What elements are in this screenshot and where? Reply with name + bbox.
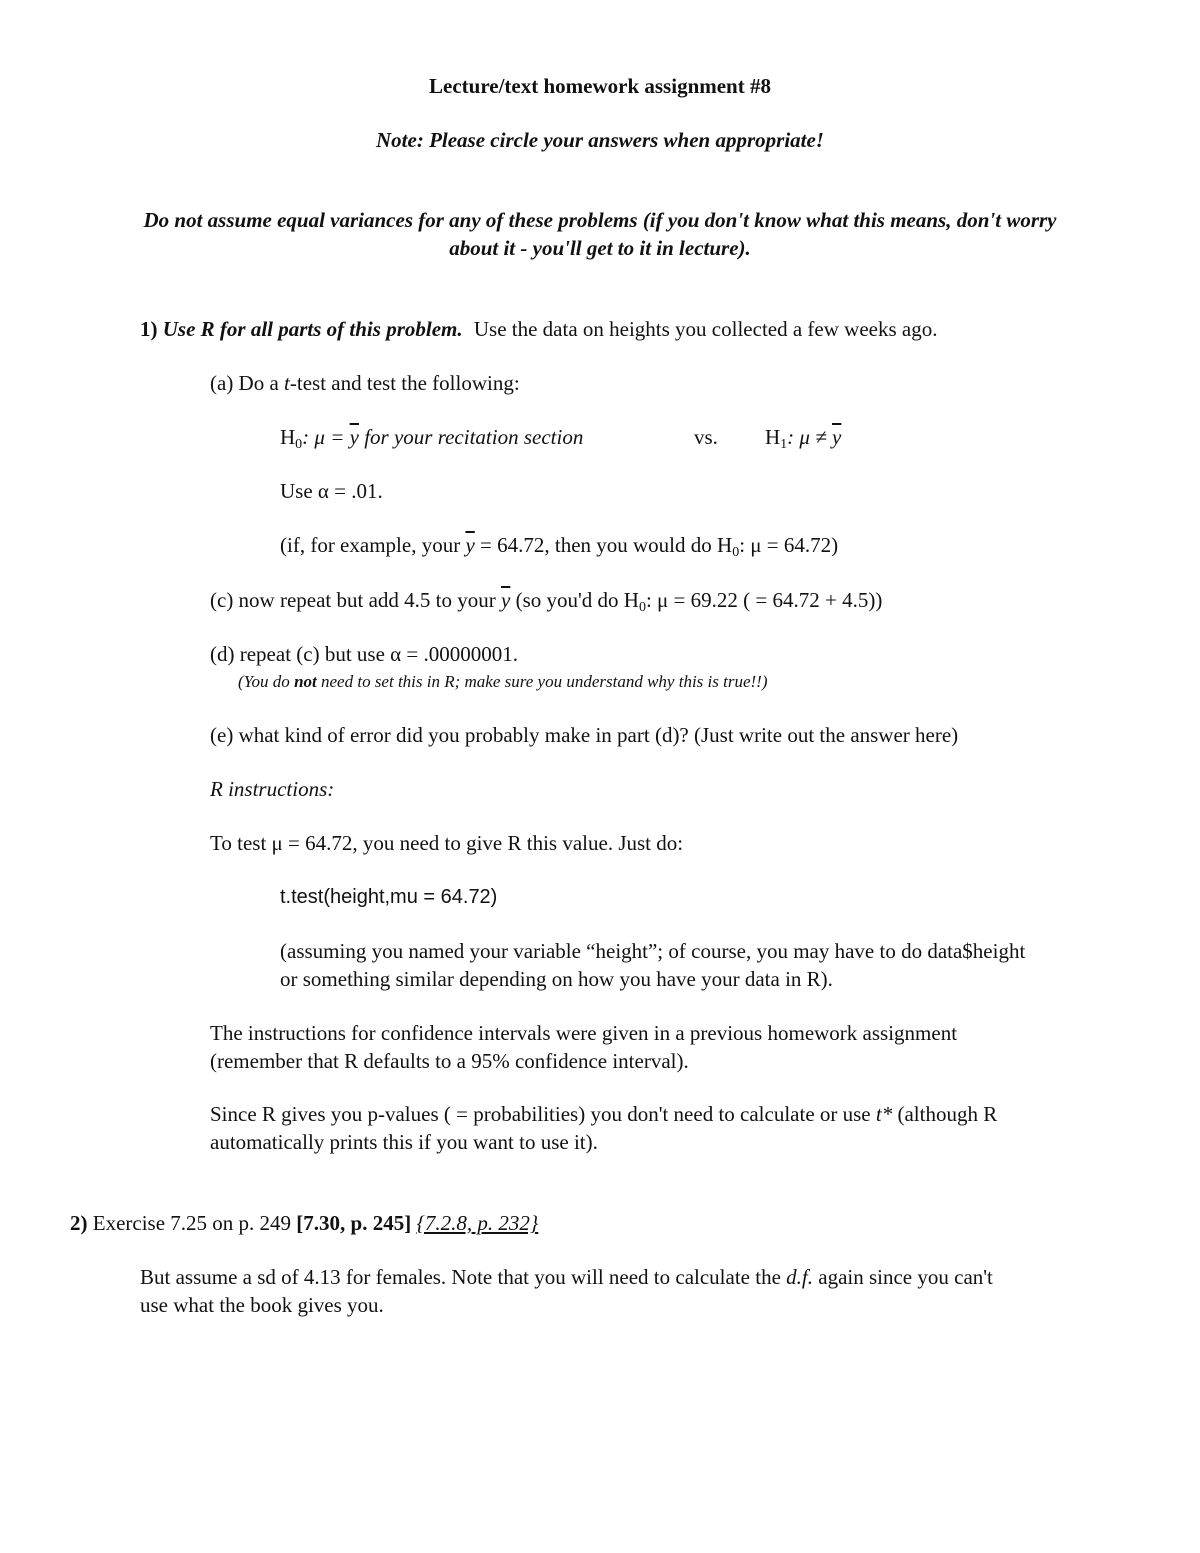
variance-note-line1: Do not assume equal variances for any of these problems (if you don't know what this means, don't worry <box>143 208 1057 232</box>
part-c-mid: (so you'd do H <box>510 588 639 612</box>
problem1-lead: Use R for all parts of this problem. <box>162 317 463 341</box>
part-c-pre: (c) now repeat but add 4.5 to your <box>210 588 501 612</box>
assuming-line1: (assuming you named your variable “height”; of course, you may have to do data$height <box>280 939 1026 963</box>
circle-answers-note: Note: Please circle your answers when appropriate! <box>376 128 824 152</box>
example-pre: (if, for example, your <box>280 533 466 557</box>
part-d-note-pre: (You do <box>238 672 295 691</box>
problem2-brace-ref: {7.2.8, p. 232} <box>416 1211 539 1235</box>
part-a-rest: -test and test the following: <box>289 371 520 395</box>
ybar-symbol: $\overline{y}$ <box>831 425 842 449</box>
problem1-rest: Use the data on heights you collected a few weeks ago. <box>473 317 938 341</box>
pvalues-pre: Since R gives you p-values ( = probabilities) you don't need to calculate or use <box>210 1102 876 1126</box>
part-d-note-post: need to set this in R; make sure you understand why this is true!!) <box>316 672 768 691</box>
ci-line1: The instructions for confidence intervals were given in a previous homework assignment <box>210 1021 958 1045</box>
part-a-t: t <box>284 371 290 395</box>
assuming-line2: or something similar depending on how you have your data in R). <box>280 967 833 991</box>
h1-subscript: 1 <box>780 437 788 452</box>
variance-note-line2: about it - you'll get to it in lecture). <box>449 236 751 260</box>
problem2-line1-pre: But assume a sd of 4.13 for females. Note that you will need to calculate the <box>140 1265 787 1289</box>
part-c-post: : μ = 69.22 ( = 64.72 + 4.5)) <box>645 588 883 612</box>
t-star: t* <box>875 1102 893 1126</box>
h0-subscript: 0 <box>295 437 303 452</box>
h1-symbol: H <box>765 425 781 449</box>
ybar-symbol: $\overline{y}$ <box>349 425 359 449</box>
null-hypothesis <box>280 424 583 458</box>
example-line <box>280 532 838 566</box>
h0-tail: for your recitation section <box>358 425 584 449</box>
r-code: t.test(height,mu = 64.72) <box>280 886 498 908</box>
pvalues-line1 <box>210 1101 997 1127</box>
alpha-line: Use α = .01. <box>280 479 383 503</box>
problem2-line1-post: again since you can't <box>813 1265 993 1289</box>
problem2-line2: use what the book gives you. <box>140 1293 384 1317</box>
vs-label: vs. <box>694 425 718 449</box>
pvalues-post: (although R <box>892 1102 998 1126</box>
df-term: d.f. <box>786 1265 813 1289</box>
problem2-line1 <box>140 1264 993 1290</box>
problem2-bracket-ref: [7.30, p. 245] <box>296 1211 412 1235</box>
part-d-note <box>238 669 768 695</box>
problem2-heading <box>70 1210 538 1236</box>
ybar-symbol: $\overline{y}$ <box>501 588 511 612</box>
h0-equals: : μ = <box>302 425 350 449</box>
ci-line2: (remember that R defaults to a 95% confidence interval). <box>210 1049 689 1073</box>
problem2-text: Exercise 7.25 on p. 249 <box>87 1211 297 1235</box>
part-c-subscript: 0 <box>638 600 646 615</box>
page-title: Lecture/text homework assignment #8 <box>429 74 771 98</box>
h1-not-equals: : μ ≠ <box>787 425 832 449</box>
part-a <box>210 370 520 396</box>
problem1-heading <box>140 316 937 342</box>
problem1-number: 1) <box>140 317 158 341</box>
part-d-note-bold: not <box>294 672 317 691</box>
example-subscript: 0 <box>732 545 740 560</box>
part-a-label: (a) Do a <box>210 371 285 395</box>
part-e: (e) what kind of error did you probably make in part (d)? (Just write out the answer here) <box>210 723 959 747</box>
to-test-line: To test μ = 64.72, you need to give R this value. Just do: <box>210 831 684 855</box>
alt-hypothesis <box>765 424 841 458</box>
ybar-symbol: $\overline{y}$ <box>465 533 475 557</box>
problem2-number: 2) <box>70 1211 88 1235</box>
h0-symbol: H <box>280 425 296 449</box>
part-d: (d) repeat (c) but use α = .00000001. <box>210 642 519 666</box>
r-instructions-heading: R instructions: <box>210 777 335 801</box>
example-mid: = 64.72, then you would do H <box>474 533 733 557</box>
example-post: : μ = 64.72) <box>739 533 839 557</box>
pvalues-line2: automatically prints this if you want to use it). <box>210 1130 598 1154</box>
part-c <box>210 587 882 621</box>
